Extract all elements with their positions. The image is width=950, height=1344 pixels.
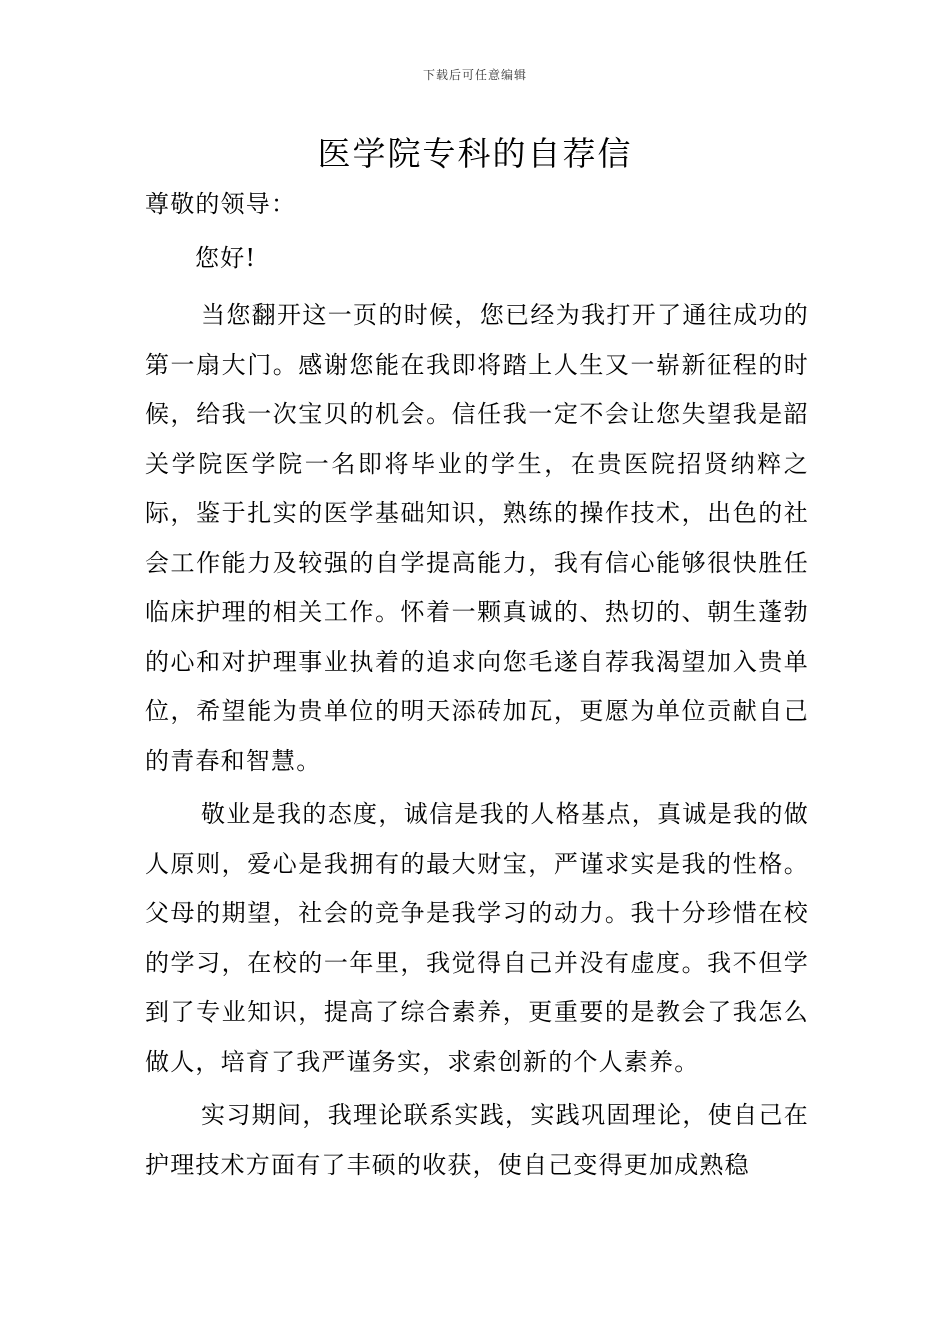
salutation: 尊敬的领导： [145, 190, 297, 218]
paragraph-character: 敬业是我的态度，诚信是我的人格基点，真诚是我的做人原则，爱心是我拥有的最大财宝，严谨求实是我的性格。父母的期望，社会的竞争是我学习的动力。我十分珍惜在校的学习，在校的一年里，我觉得自己并没有虚度。我不但学到了专业知识，提高了综合素养，更重要的是教会了我怎么做人，培育了我严谨务实，求索创新的个人素养。 [145, 800, 809, 1076]
paragraph-intro: 当您翻开这一页的时候，您已经为我打开了通往成功的第一扇大门。感谢您能在我即将踏上人生又一崭新征程的时候，给我一次宝贝的机会。信任我一定不会让您失望我是韶关学院医学院一名即将毕业的学生，在贵医院招贤纳粹之际，鉴于扎实的医学基础知识，熟练的操作技术，出色的社会工作能力及较强的自学提高能力，我有信心能够很快胜任临床护理的相关工作。怀着一颗真诚的、热切的、朝生蓬勃的心和对护理事业执着的追求向您毛遂自荐我渴望加入贵单位，希望能为贵单位的明天添砖加瓦，更愿为单位贡献自己的青春和智慧。 [145, 301, 809, 775]
header-note: 下载后可任意编辑 [422, 68, 527, 82]
paragraph-internship: 实习期间，我理论联系实践，实践巩固理论，使自己在护理技术方面有了丰硕的收获，使自己变得更加成熟稳 [145, 1101, 809, 1179]
document-title: 医学院专科的自荐信 [317, 134, 633, 173]
letter-body [145, 180, 809, 1194]
greeting: 您好! [195, 243, 257, 272]
